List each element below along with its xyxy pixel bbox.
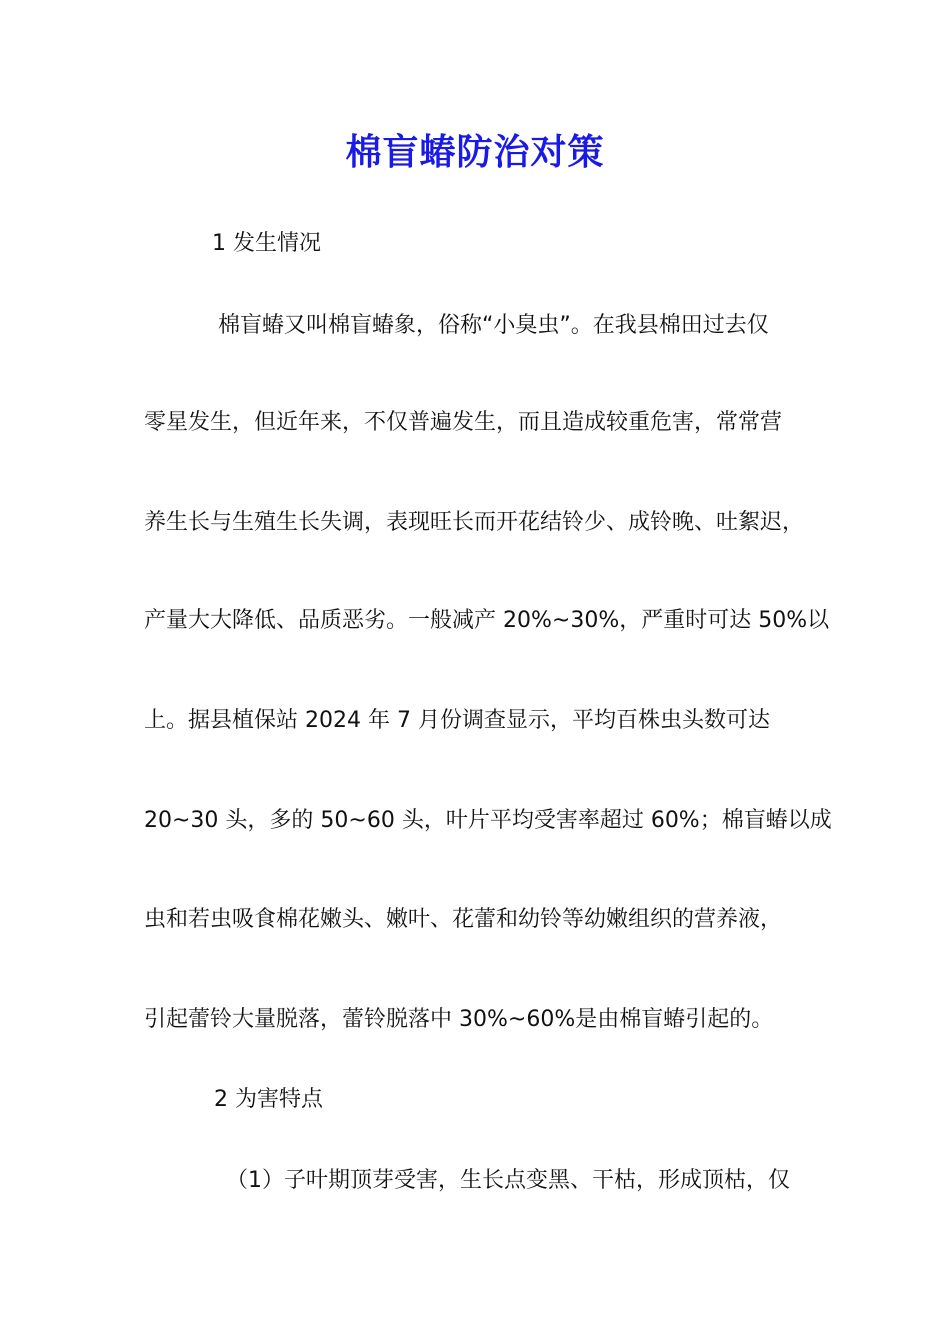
paragraph-line: 养生长与生殖生长失调，表现旺长而开花结铃少、成铃晚、吐絮迟，	[144, 510, 805, 535]
document-title: 棉盲蝽防治对策	[345, 131, 605, 173]
section-heading-1: 1 发生情况	[212, 231, 321, 256]
paragraph-line: 引起蕾铃大量脱落，蕾铃脱落中 30%~60%是由棉盲蝽引起的。	[144, 1007, 774, 1032]
paragraph-line: 零星发生，但近年来，不仅普遍发生，而且造成较重危害，常常营	[144, 410, 783, 435]
paragraph-line: （1）子叶期顶芽受害，生长点变黑、干枯，形成顶枯，仅	[226, 1168, 790, 1193]
paragraph-line: 产量大大降低、品质恶劣。一般减产 20%~30%，严重时可达 50%以	[144, 608, 830, 633]
section-heading-2: 2 为害特点	[214, 1087, 323, 1112]
paragraph-line: 20~30 头，多的 50~60 头，叶片平均受害率超过 60%；棉盲蝽以成	[144, 808, 832, 833]
paragraph-line: 棉盲蝽又叫棉盲蝽象，俗称“小臭虫”。在我县棉田过去仅	[218, 313, 769, 338]
paragraph-line: 上。据县植保站 2024 年 7 月份调查显示，平均百株虫头数可达	[144, 708, 770, 733]
paragraph-line: 虫和若虫吸食棉花嫩头、嫩叶、花蕾和幼铃等幼嫩组织的营养液，	[144, 907, 783, 932]
